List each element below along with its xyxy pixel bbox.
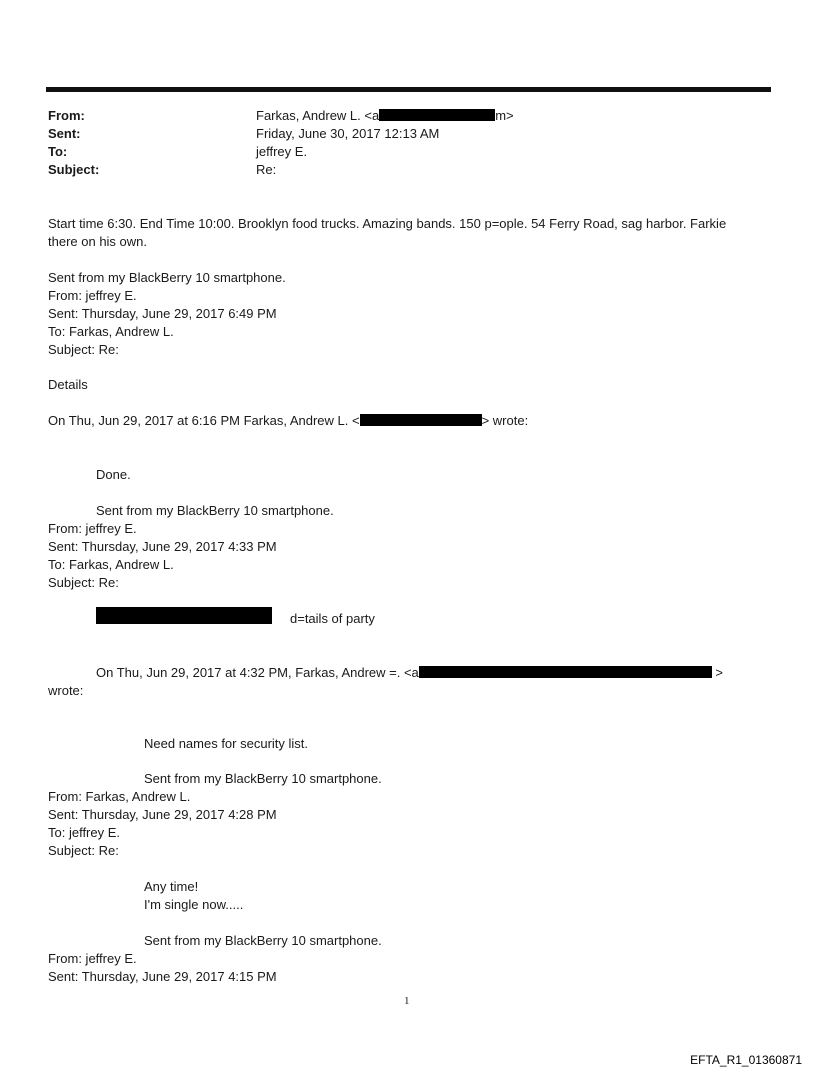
from-value [256, 107, 514, 125]
quote-intro [96, 664, 723, 682]
body-line: d=tails of party [290, 611, 375, 626]
body-line: Start time 6:30. End Time 10:00. Brooklyn food trucks. Amazing bands. 150 p=ople. 54 Ferry Road, sag harbor. Farkie [48, 216, 727, 231]
body-line: Any time! [144, 879, 199, 894]
subject-value: Re: [256, 162, 277, 177]
body-line: Details [48, 377, 88, 392]
quote-intro-prefix: On Thu, Jun 29, 2017 at 4:32 PM, Farkas, Andrew =. <a [96, 665, 419, 680]
document-id: EFTA_R1_01360871 [690, 1053, 802, 1067]
from-tail: m> [495, 108, 514, 123]
quoted-to: To: Farkas, Andrew L. [48, 557, 174, 572]
quote-intro-wrote: wrote: [48, 683, 84, 698]
sent-label: Sent: [48, 126, 81, 141]
signature-line: Sent from my BlackBerry 10 smartphone. [96, 503, 334, 518]
body-line: Done. [96, 467, 131, 482]
redaction-block [96, 607, 272, 624]
body-line: I'm single now..... [144, 897, 244, 912]
redaction-block [360, 414, 482, 426]
sent-value: Friday, June 30, 2017 12:13 AM [256, 126, 440, 141]
quote-intro [48, 412, 528, 430]
redaction-block [419, 666, 712, 678]
quote-intro-suffix: > wrote: [481, 413, 529, 428]
signature-line: Sent from my BlackBerry 10 smartphone. [144, 933, 382, 948]
quoted-sent: Sent: Thursday, June 29, 2017 4:15 PM [48, 969, 277, 984]
quoted-from: From: jeffrey E. [48, 521, 137, 536]
quoted-subject: Subject: Re: [48, 575, 119, 590]
quoted-subject: Subject: Re: [48, 342, 119, 357]
quoted-sent: Sent: Thursday, June 29, 2017 4:33 PM [48, 539, 277, 554]
quoted-to: To: Farkas, Andrew L. [48, 324, 174, 339]
to-label: To: [48, 144, 68, 159]
from-label: From: [48, 108, 85, 123]
quoted-from: From: Farkas, Andrew L. [48, 789, 191, 804]
header-rule [46, 87, 771, 92]
quoted-sent: Sent: Thursday, June 29, 2017 6:49 PM [48, 306, 277, 321]
signature-line: Sent from my BlackBerry 10 smartphone. [48, 270, 286, 285]
quoted-sent: Sent: Thursday, June 29, 2017 4:28 PM [48, 807, 277, 822]
signature-line: Sent from my BlackBerry 10 smartphone. [144, 771, 382, 786]
body-line: there on his own. [48, 234, 148, 249]
redaction-block [379, 109, 495, 121]
quoted-from: From: jeffrey E. [48, 951, 137, 966]
quoted-from: From: jeffrey E. [48, 288, 137, 303]
quoted-subject: Subject: Re: [48, 843, 119, 858]
subject-label: Subject: [48, 162, 100, 177]
body-line: Need names for security list. [144, 736, 309, 751]
quoted-to: To: jeffrey E. [48, 825, 121, 840]
quote-intro-suffix: > [715, 665, 724, 680]
page-number: 1 [404, 995, 410, 1007]
to-value: jeffrey E. [256, 144, 308, 159]
quote-intro-prefix: On Thu, Jun 29, 2017 at 6:16 PM Farkas, Andrew L. < [48, 413, 360, 428]
from-name: Farkas, Andrew L. <a [256, 108, 380, 123]
